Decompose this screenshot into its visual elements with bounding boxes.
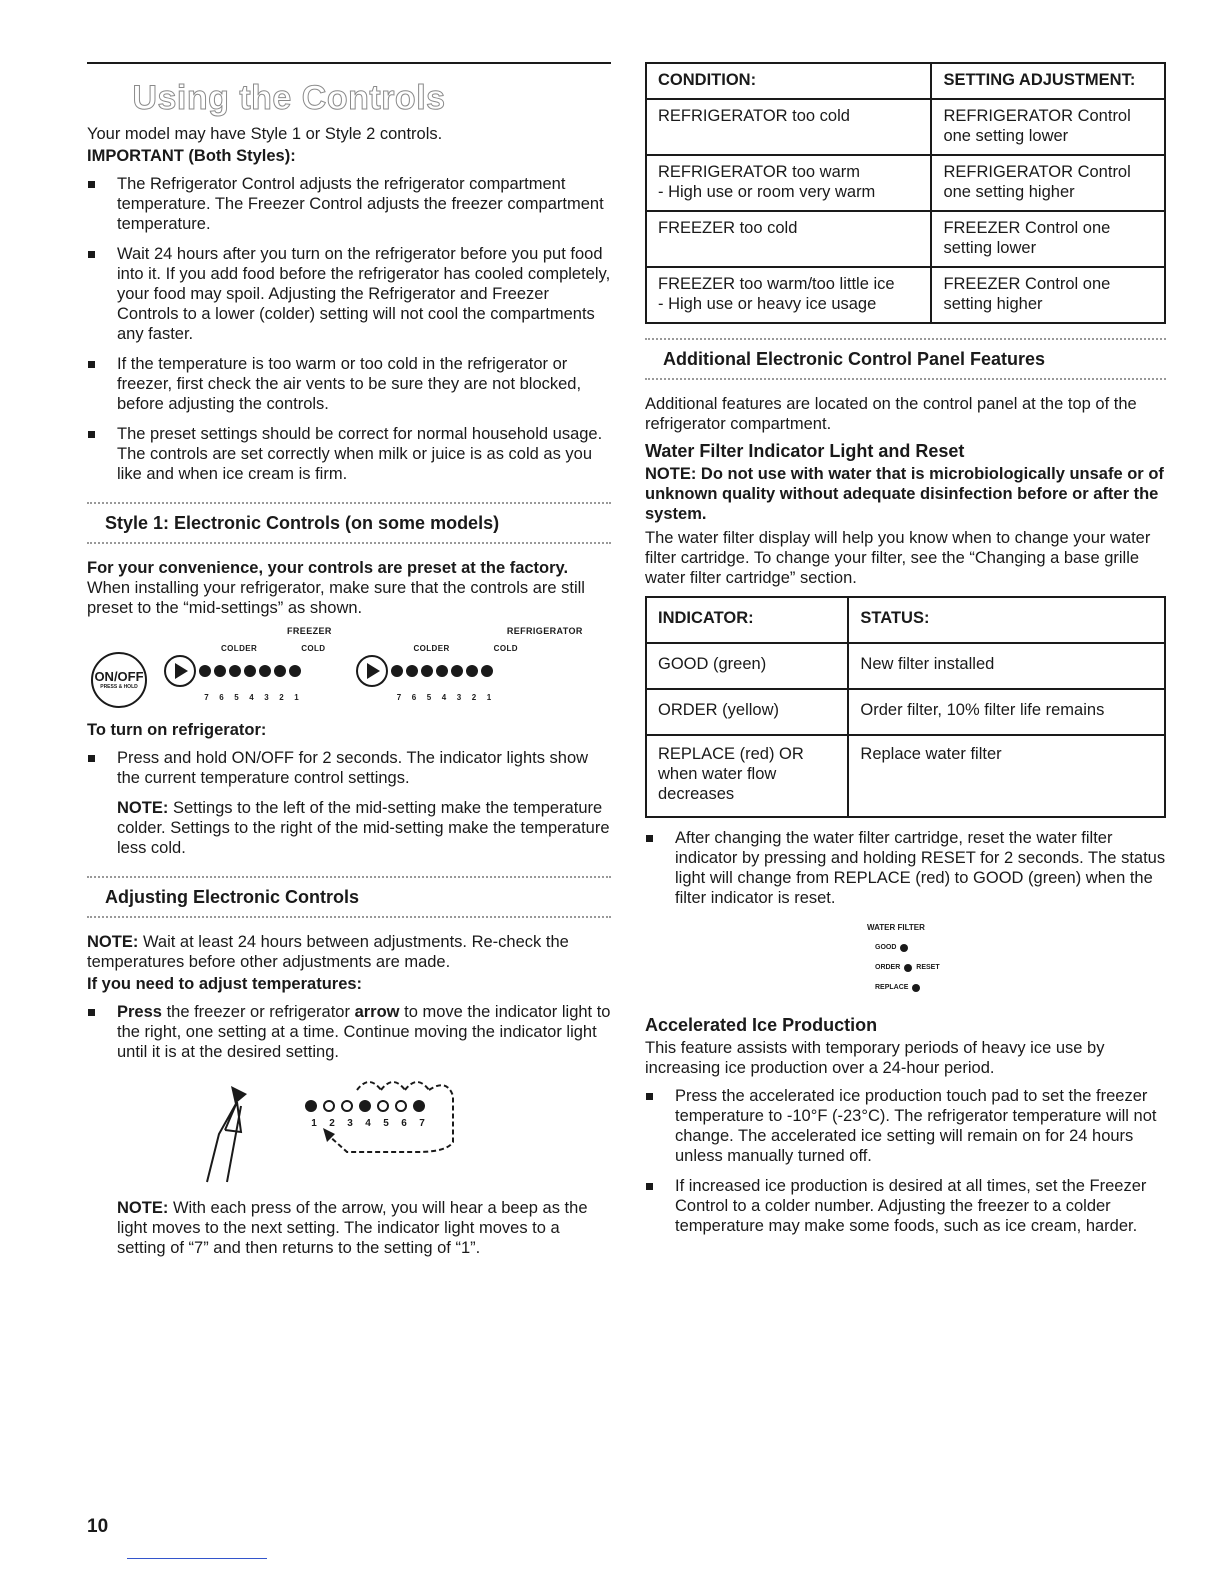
list-item: Press and hold ON/OFF for 2 seconds. The indicator lights show the current temperature control settings.	[87, 748, 611, 788]
indicator-light	[229, 665, 241, 677]
freezer-cold-label: COLD	[301, 644, 326, 653]
press-bold: Press	[117, 1003, 162, 1021]
note-text: Wait at least 24 hours between adjustments. Re-check the temperatures before other adjustments are made.	[87, 933, 569, 971]
turn-on-list	[87, 748, 611, 788]
table-cell: Replace water filter	[848, 735, 1165, 817]
page-title: Using the Controls	[132, 79, 446, 117]
table-row	[646, 735, 1165, 817]
footer-rule	[127, 1558, 267, 1559]
table-cell: New filter installed	[848, 643, 1165, 689]
additional-text: Additional features are located on the control panel at the top of the refrigerator compartment.	[645, 395, 1137, 433]
good-light	[900, 944, 908, 952]
additional-heading: Additional Electronic Control Panel Features	[645, 338, 1166, 380]
indicator-light	[244, 665, 256, 677]
note-label: NOTE:	[117, 799, 169, 817]
setting-number: 5	[234, 693, 239, 702]
right-column	[645, 62, 1166, 1246]
freezer-colder-label: COLDER	[221, 644, 258, 653]
condition-table	[645, 62, 1166, 324]
table-header-cell: CONDITION:	[646, 63, 931, 99]
setting-number: 6	[401, 1118, 407, 1129]
refrigerator-colder-label: COLDER	[413, 644, 450, 653]
preset-paragraph	[87, 558, 611, 618]
press-rest: to move the indicator light to the right, one setting at a time. Continue moving the indicator light until it is at the desired setting.	[117, 1003, 611, 1061]
table-row	[646, 211, 1165, 267]
setting-number: 3	[456, 693, 462, 702]
setting-number: 1	[294, 693, 299, 702]
water-filter-heading: Water Filter Indicator Light and Reset	[645, 441, 965, 461]
indicator-light	[214, 665, 226, 677]
list-item: If increased ice production is desired at all times, set the Freezer Control to a colder number. Adjusting the freezer to a colder temperature may make some foods, such as ice cream, harder.	[645, 1176, 1166, 1236]
turn-on-heading: To turn on refrigerator:	[87, 721, 267, 739]
note-label: NOTE:	[117, 1199, 169, 1217]
setting-number: 7	[419, 1118, 425, 1129]
preset-text: When installing your refrigerator, make sure that the controls are still preset to the “mid-settings” as shown.	[87, 579, 585, 617]
replace-label: REPLACE	[875, 984, 909, 991]
indicator-light	[451, 665, 463, 677]
press-mid: the freezer or refrigerator	[166, 1003, 350, 1021]
style1-note	[87, 798, 611, 858]
indicator-light	[436, 665, 448, 677]
table-header-cell: SETTING ADJUSTMENT:	[931, 63, 1165, 99]
setting-number: 4	[365, 1118, 371, 1129]
adjust-diagram	[87, 1072, 611, 1192]
table-cell: GOOD (green)	[646, 643, 848, 689]
ice-text: This feature assists with temporary periods of heavy ice use by increasing ice production over a 24-hour period.	[645, 1039, 1105, 1077]
table-cell: FREEZER Control one setting lower	[931, 211, 1165, 267]
note-text: With each press of the arrow, you will hear a beep as the light moves to the next setting. The indicator light moves to a setting of “7” and then returns to the setting of “1”.	[117, 1199, 588, 1257]
adjusting-note	[87, 932, 611, 972]
onoff-sub-label: PRESS & HOLD	[100, 683, 138, 690]
freezer-panel	[163, 643, 325, 708]
setting-number: 6	[411, 693, 417, 702]
setting-number: 3	[347, 1118, 353, 1129]
preset-bold: For your convenience, your controls are preset at the factory.	[87, 559, 569, 577]
indicator-light	[289, 665, 301, 677]
reset-list	[645, 828, 1166, 908]
table-header-row	[646, 597, 1165, 643]
arrow-bold: arrow	[354, 1003, 400, 1021]
water-filter-panel-title: WATER FILTER	[867, 923, 925, 932]
top-rule	[87, 62, 611, 64]
good-label: GOOD	[875, 944, 897, 951]
indicator-light	[391, 665, 403, 677]
list-item: Wait 24 hours after you turn on the refrigerator before you put food into it. If you add food before the refrigerator has cooled completely, your food may spoil. Adjusting the Refrigerator and Freezer Controls to a lower (colder) setting will not cool the compartments any faster.	[87, 244, 611, 344]
order-light	[904, 964, 912, 972]
table-cell: Order filter, 10% filter life remains	[848, 689, 1165, 735]
note-label: NOTE:	[87, 933, 139, 951]
list-item: If the temperature is too warm or too cold in the refrigerator or freezer, first check the air vents to be sure they are not blocked, before adjusting the controls.	[87, 354, 611, 414]
replace-light	[912, 984, 920, 992]
freezer-label: FREEZER	[287, 626, 332, 636]
indicator-light	[406, 665, 418, 677]
refrigerator-arrow-icon[interactable]	[355, 654, 389, 688]
list-item: The preset settings should be correct for normal household usage. The controls are set correctly when milk or juice is as cold as you like and when ice cream is firm.	[87, 424, 611, 484]
setting-number: 6	[219, 693, 224, 702]
list-item: The Refrigerator Control adjusts the refrigerator compartment temperature. The Freezer Control adjusts the freezer compartment temperature.	[87, 174, 611, 234]
table-row	[646, 643, 1165, 689]
important-heading: IMPORTANT (Both Styles):	[87, 147, 296, 165]
list-item: After changing the water filter cartridge, reset the water filter indicator by pressing and holding RESET for 2 seconds. The status light will change from REPLACE (red) to GOOD (green) when the filter indicator is reset.	[645, 828, 1166, 908]
indicator-light	[481, 665, 493, 677]
list-item	[87, 1002, 611, 1062]
refrigerator-indicator-lights	[391, 665, 493, 677]
table-cell: REPLACE (red) OR when water flow decreases	[646, 735, 848, 817]
indicator-light	[421, 665, 433, 677]
onoff-label: ON/OFF	[94, 668, 144, 684]
table-cell: FREEZER too warm/too little ice - High use or heavy ice usage	[646, 267, 931, 323]
indicator-light	[199, 665, 211, 677]
onoff-button[interactable]	[91, 652, 147, 708]
water-filter-note: NOTE: Do not use with water that is microbiologically unsafe or of unknown quality without adequate disinfection before or after the system.	[645, 465, 1164, 523]
ice-list	[645, 1086, 1166, 1236]
table-header-cell: STATUS:	[848, 597, 1165, 643]
water-filter-panel	[867, 918, 1166, 998]
table-cell: REFRIGERATOR too warm - High use or room very warm	[646, 155, 931, 211]
indicator-light	[466, 665, 478, 677]
table-row	[646, 267, 1165, 323]
table-row	[646, 689, 1165, 735]
adjust-heading: If you need to adjust temperatures:	[87, 975, 363, 993]
table-cell: REFRIGERATOR Control one setting lower	[931, 99, 1165, 155]
setting-number: 3	[264, 693, 269, 702]
adjusting-note2	[87, 1198, 611, 1258]
adjust-list	[87, 1002, 611, 1062]
setting-number: 5	[383, 1118, 389, 1129]
setting-number: 4	[249, 693, 254, 702]
setting-number: 7	[396, 693, 402, 702]
setting-number: 4	[441, 693, 447, 702]
table-cell: FREEZER too cold	[646, 211, 931, 267]
style1-control-diagram	[87, 626, 611, 708]
reset-button[interactable]: RESET	[916, 964, 940, 971]
page-number: 10	[87, 1516, 109, 1537]
ice-heading: Accelerated Ice Production	[645, 1015, 878, 1035]
setting-number: 1	[311, 1118, 317, 1129]
setting-number: 2	[471, 693, 477, 702]
table-cell: ORDER (yellow)	[646, 689, 848, 735]
freezer-setting-numbers	[199, 688, 304, 708]
refrigerator-panel	[355, 643, 517, 708]
adjusting-heading: Adjusting Electronic Controls	[87, 876, 611, 918]
note-text: Settings to the left of the mid-setting make the temperature colder. Settings to the right of the mid-setting make the temperature less cold.	[117, 799, 610, 857]
table-cell: REFRIGERATOR too cold	[646, 99, 931, 155]
setting-number: 7	[204, 693, 209, 702]
table-header-row	[646, 63, 1165, 99]
table-row	[646, 155, 1165, 211]
indicator-light	[259, 665, 271, 677]
table-header-cell: INDICATOR:	[646, 597, 848, 643]
setting-number: 2	[279, 693, 284, 702]
left-column	[87, 62, 611, 1258]
intro-text: Your model may have Style 1 or Style 2 controls.	[87, 125, 443, 143]
freezer-arrow-icon[interactable]	[163, 654, 197, 688]
setting-number: 1	[486, 693, 492, 702]
setting-number: 2	[329, 1118, 335, 1129]
table-cell: FREEZER Control one setting higher	[931, 267, 1165, 323]
freezer-indicator-lights	[199, 665, 301, 677]
refrigerator-setting-numbers	[391, 688, 496, 708]
refrigerator-label: REFRIGERATOR	[506, 626, 583, 636]
indicator-light	[274, 665, 286, 677]
important-list	[87, 174, 611, 484]
order-label: ORDER	[875, 964, 901, 971]
water-filter-text: The water filter display will help you know when to change your water filter cartridge. To change your filter, see the “Changing a base grille water filter cartridge” section.	[645, 529, 1151, 587]
indicator-table	[645, 596, 1166, 818]
cycle-arrow-icon	[297, 1072, 517, 1192]
table-row	[646, 99, 1165, 155]
setting-number: 5	[426, 693, 432, 702]
table-cell: REFRIGERATOR Control one setting higher	[931, 155, 1165, 211]
refrigerator-cold-label: COLD	[493, 644, 518, 653]
list-item: Press the accelerated ice production touch pad to set the freezer temperature to -10°F (-23°C). The refrigerator temperature will not change. The accelerated ice setting will remain on for 24 hours unless manually turned off.	[645, 1086, 1166, 1166]
style1-heading: Style 1: Electronic Controls (on some models)	[87, 502, 611, 544]
